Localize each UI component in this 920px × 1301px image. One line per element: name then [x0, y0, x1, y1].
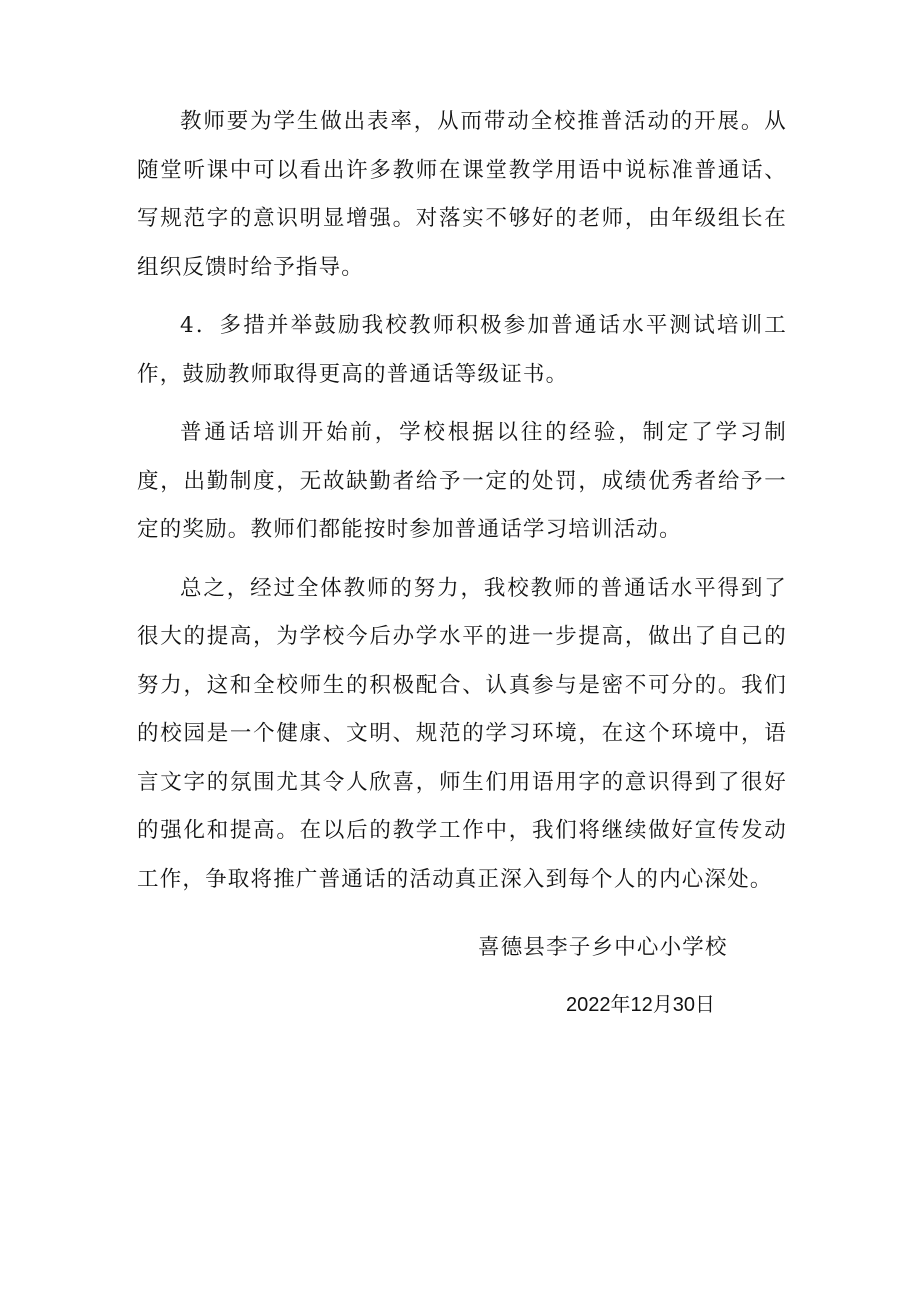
paragraph-teacher-example: 教师要为学生做出表率，从而带动全校推普活动的开展。从随堂听课中可以看出许多教师在课堂教学用语中说标准普通话、写规范字的意识明显增强。对落实不够好的老师，由年级组长在组织反馈时给予指导。: [137, 109, 787, 280]
signature-organization: 喜德县李子乡中心小学校: [478, 935, 728, 960]
signature-date: 2022年12月30日: [566, 994, 715, 1016]
paragraph-item-4: 4．多措并举鼓励我校教师积极参加普通话水平测试培训工作，鼓励教师取得更高的普通话等级证书。: [137, 313, 787, 387]
document-body: [137, 98, 787, 914]
paragraph-training-rules: 普通话培训开始前，学校根据以往的经验，制定了学习制度，出勤制度，无故缺勤者给予一定的处罚，成绩优秀者给予一定的奖励。教师们都能按时参加普通话学习培训活动。: [137, 420, 787, 542]
paragraph-summary: 总之，经过全体教师的努力，我校教师的普通话水平得到了很大的提高，为学校今后办学水平的进一步提高，做出了自己的努力，这和全校师生的积极配合、认真参与是密不可分的。我们的校园是一个健康、文明、规范的学习环境，在这个环境中，语言文字的氛围尤其令人欣喜，师生们用语用字的意识得到了很好的强化和提高。在以后的教学工作中，我们将继续做好宣传发动工作，争取将推广普通话的活动真正深入到每个人的内心深处。: [137, 575, 787, 892]
